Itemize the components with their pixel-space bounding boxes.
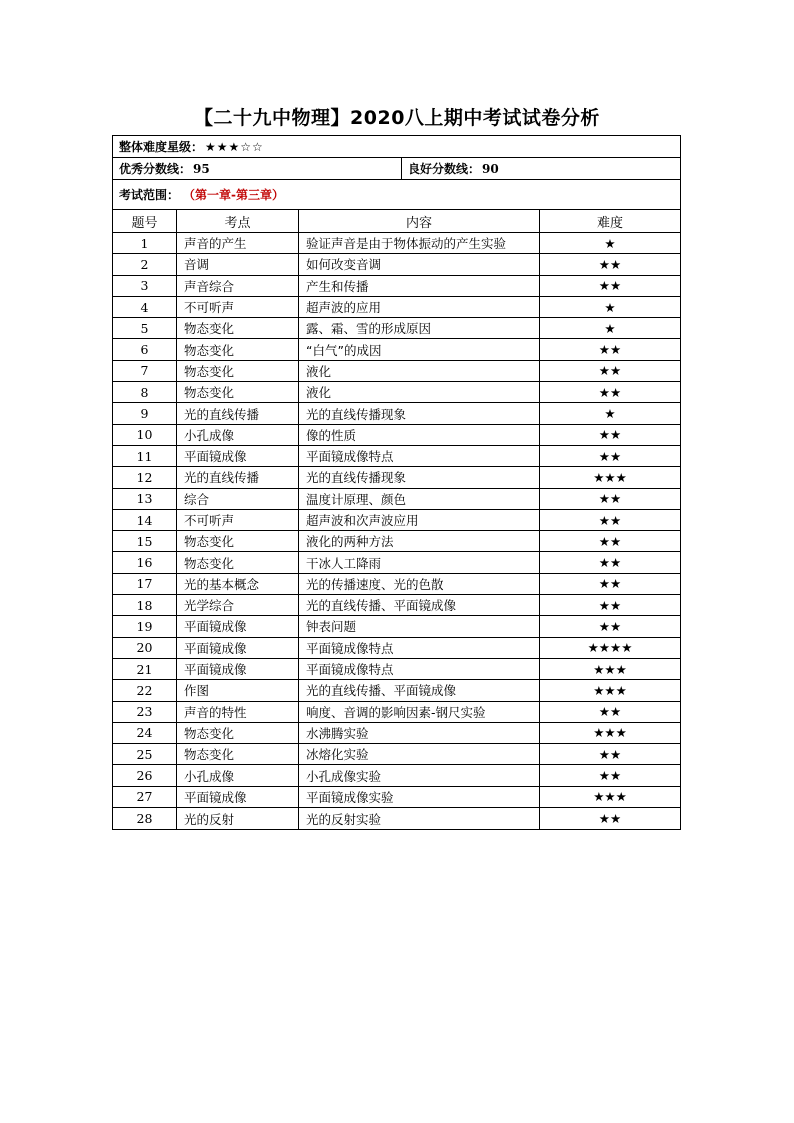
excellent-score-cell [113,158,402,179]
cell-topic: 平面镜成像 [177,787,299,807]
cell-difficulty: ★★ [598,491,622,507]
cell-number: 2 [113,254,177,274]
overall-difficulty-row [113,136,680,158]
cell-difficulty: ★★ [598,384,622,400]
good-score-cell [402,158,499,179]
cell-number: 26 [113,765,177,785]
cell-topic: 综合 [177,489,299,509]
cell-content: 平面镜成像实验 [299,787,540,807]
cell-difficulty: ★★ [598,746,622,762]
cell-difficulty: ★★ [598,363,622,379]
score-lines-row [113,158,680,180]
cell-number: 10 [113,425,177,445]
cell-difficulty: ★★ [598,448,622,464]
cell-difficulty: ★★★ [593,682,627,698]
overall-difficulty-label: 整体难度星级： [119,140,204,154]
cell-content: 水沸腾实验 [299,723,540,743]
table-row [113,425,680,446]
cell-number: 19 [113,616,177,636]
cell-number: 18 [113,595,177,615]
cell-difficulty: ★★ [598,342,622,358]
cell-content: 光的直线传播现象 [299,403,540,423]
cell-content: 露、霜、雪的形成原因 [299,318,540,338]
cell-difficulty: ★★ [598,256,622,272]
table-row [113,595,680,616]
cell-difficulty: ★★★ [593,725,627,741]
table-row [113,787,680,808]
cell-number: 6 [113,339,177,359]
cell-content: 平面镜成像特点 [299,446,540,466]
cell-topic: 音调 [177,254,299,274]
cell-number: 5 [113,318,177,338]
cell-difficulty: ★ [604,299,616,315]
table-row [113,297,680,318]
table-row [113,723,680,744]
table-row [113,446,680,467]
cell-difficulty: ★ [604,320,616,336]
cell-number: 16 [113,552,177,572]
cell-difficulty: ★ [604,235,616,251]
cell-content: 液化的两种方法 [299,531,540,551]
cell-difficulty: ★★ [598,618,622,634]
cell-number: 15 [113,531,177,551]
cell-content: 光的反射实验 [299,808,540,829]
exam-scope-row [113,180,680,210]
cell-content: 温度计原理、颜色 [299,489,540,509]
table-row [113,382,680,403]
cell-topic: 声音的产生 [177,233,299,253]
cell-difficulty: ★★ [598,555,622,571]
cell-number: 17 [113,574,177,594]
cell-topic: 物态变化 [177,339,299,359]
cell-topic: 平面镜成像 [177,616,299,636]
cell-content: 钟表问题 [299,616,540,636]
table-row [113,254,680,275]
cell-content: 干冰人工降雨 [299,552,540,572]
header-difficulty: 难度 [596,215,623,231]
cell-topic: 光学综合 [177,595,299,615]
table-row [113,233,680,254]
cell-difficulty: ★★★★ [587,640,633,656]
cell-difficulty: ★★ [598,576,622,592]
cell-number: 12 [113,467,177,487]
cell-number: 9 [113,403,177,423]
cell-topic: 作图 [177,680,299,700]
table-row [113,339,680,360]
cell-content: “白气”的成因 [299,339,540,359]
cell-topic: 平面镜成像 [177,638,299,658]
cell-content: 液化 [299,361,540,381]
cell-difficulty: ★★★ [593,661,627,677]
table-body [113,233,680,829]
table-row [113,808,680,829]
excellent-score-label: 优秀分数线： [119,162,192,176]
cell-topic: 小孔成像 [177,765,299,785]
cell-difficulty: ★★ [598,811,622,827]
cell-content: 光的传播速度、光的色散 [299,574,540,594]
cell-content: 像的性质 [299,425,540,445]
cell-content: 超声波和次声波应用 [299,510,540,530]
cell-topic: 平面镜成像 [177,446,299,466]
cell-difficulty: ★★★ [593,789,627,805]
cell-difficulty: ★★ [598,768,622,784]
cell-topic: 光的基本概念 [177,574,299,594]
cell-topic: 物态变化 [177,723,299,743]
header-number: 题号 [113,210,177,232]
header-topic: 考点 [177,210,299,232]
cell-topic: 不可听声 [177,297,299,317]
cell-content: 验证声音是由于物体振动的产生实验 [299,233,540,253]
cell-number: 3 [113,276,177,296]
cell-topic: 物态变化 [177,531,299,551]
table-header [113,210,680,233]
table-row [113,638,680,659]
cell-difficulty: ★★ [598,278,622,294]
cell-difficulty: ★★ [598,427,622,443]
cell-difficulty: ★★ [598,512,622,528]
table-row [113,765,680,786]
cell-content: 平面镜成像特点 [299,659,540,679]
table-row [113,489,680,510]
cell-topic: 光的反射 [177,808,299,829]
excellent-score-value: 95 [193,161,210,176]
cell-number: 11 [113,446,177,466]
good-score-value: 90 [482,161,499,176]
exam-scope-label: 考试范围： [119,188,180,202]
table-row [113,659,680,680]
table-row [113,531,680,552]
table-row [113,552,680,573]
cell-number: 8 [113,382,177,402]
good-score-label: 良好分数线： [408,162,481,176]
cell-number: 20 [113,638,177,658]
cell-content: 如何改变音调 [299,254,540,274]
table-row [113,276,680,297]
cell-content: 小孔成像实验 [299,765,540,785]
table-row [113,744,680,765]
cell-topic: 光的直线传播 [177,403,299,423]
cell-content: 响度、音调的影响因素-钢尺实验 [299,702,540,722]
cell-number: 28 [113,808,177,829]
table-row [113,702,680,723]
cell-difficulty: ★★ [598,533,622,549]
cell-content: 产生和传播 [299,276,540,296]
table-row [113,680,680,701]
cell-topic: 物态变化 [177,382,299,402]
cell-topic: 声音的特性 [177,702,299,722]
cell-topic: 声音综合 [177,276,299,296]
cell-topic: 平面镜成像 [177,659,299,679]
cell-number: 23 [113,702,177,722]
cell-number: 21 [113,659,177,679]
cell-number: 1 [113,233,177,253]
cell-topic: 物态变化 [177,361,299,381]
overall-difficulty-stars: ★★★☆☆ [205,139,264,154]
table-row [113,510,680,531]
cell-number: 22 [113,680,177,700]
cell-content: 光的直线传播、平面镜成像 [299,680,540,700]
cell-number: 27 [113,787,177,807]
cell-topic: 物态变化 [177,552,299,572]
cell-number: 24 [113,723,177,743]
table-row [113,361,680,382]
cell-content: 平面镜成像特点 [299,638,540,658]
cell-number: 7 [113,361,177,381]
cell-topic: 小孔成像 [177,425,299,445]
cell-difficulty: ★ [604,406,616,422]
cell-topic: 物态变化 [177,318,299,338]
cell-difficulty: ★★★ [593,469,627,485]
cell-difficulty: ★★ [598,597,622,613]
cell-content: 光的直线传播、平面镜成像 [299,595,540,615]
cell-content: 液化 [299,382,540,402]
cell-content: 超声波的应用 [299,297,540,317]
table-row [113,403,680,424]
cell-number: 4 [113,297,177,317]
cell-topic: 不可听声 [177,510,299,530]
table-row [113,467,680,488]
cell-number: 13 [113,489,177,509]
page-title: 【二十九中物理】2020八上期中考试试卷分析 [194,107,600,129]
table-row [113,616,680,637]
cell-content: 光的直线传播现象 [299,467,540,487]
analysis-table [112,135,681,830]
cell-content: 冰熔化实验 [299,744,540,764]
cell-number: 25 [113,744,177,764]
cell-difficulty: ★★ [598,704,622,720]
header-content: 内容 [299,210,540,232]
table-row [113,574,680,595]
exam-scope-value: （第一章-第三章） [183,188,284,202]
table-row [113,318,680,339]
cell-topic: 物态变化 [177,744,299,764]
cell-number: 14 [113,510,177,530]
cell-topic: 光的直线传播 [177,467,299,487]
